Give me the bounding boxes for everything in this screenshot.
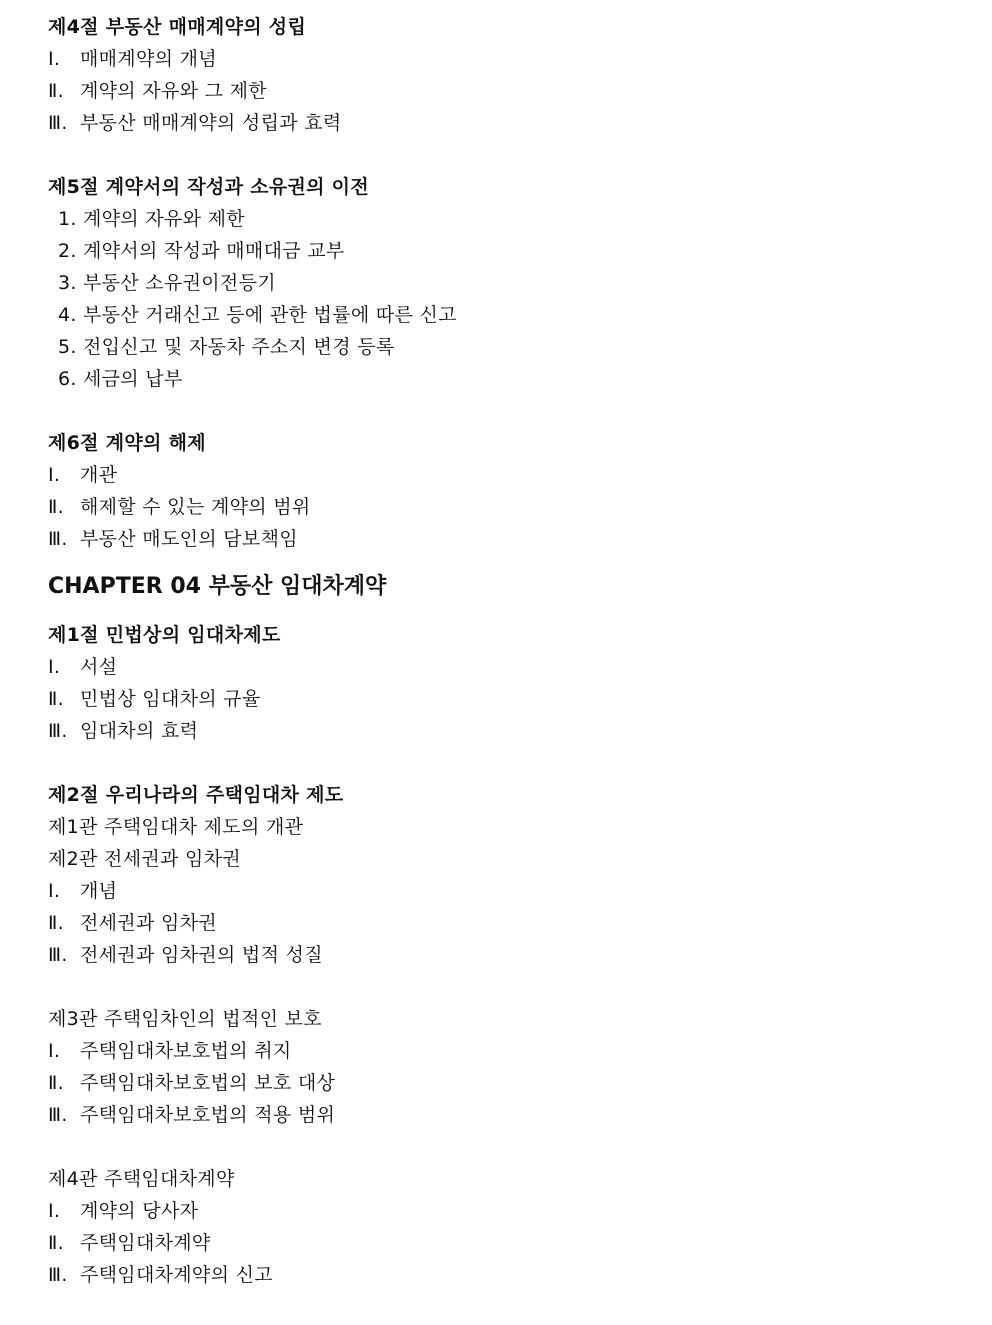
spacer [48, 971, 992, 1003]
item-marker: Ⅰ. [48, 1040, 61, 1062]
toc-item [48, 715, 992, 747]
item-text: 계약의 당사자 [80, 1200, 199, 1222]
toc-item [48, 203, 992, 235]
item-marker: 1. [58, 208, 77, 230]
toc-item [48, 939, 992, 971]
subsection-heading: 제1관 주택임대차 제도의 개관 [48, 816, 304, 838]
toc-item [48, 267, 992, 299]
item-marker: Ⅰ. [48, 464, 61, 486]
item-text: 민법상 임대차의 규율 [80, 688, 261, 710]
item-marker: Ⅱ. [48, 496, 64, 518]
item-marker: 6. [58, 368, 77, 390]
subsection-heading: 제3관 주택임차인의 법적인 보호 [48, 1008, 322, 1030]
item-marker: 5. [58, 336, 77, 358]
toc-item [48, 1259, 992, 1291]
toc-item [48, 299, 992, 331]
spacer [48, 1131, 992, 1163]
toc-item [48, 651, 992, 683]
toc-item [48, 107, 992, 139]
item-marker: 2. [58, 240, 77, 262]
toc-item [48, 331, 992, 363]
toc-item [48, 1195, 992, 1227]
chapter-section-1-heading: 제1절 민법상의 임대차제도 [48, 624, 281, 646]
toc-item [48, 75, 992, 107]
item-text: 주택임대차계약의 신고 [80, 1264, 273, 1286]
item-text: 세금의 납부 [83, 368, 183, 390]
toc-item [48, 459, 992, 491]
item-marker: Ⅰ. [48, 656, 61, 678]
item-text: 서설 [80, 656, 118, 678]
item-text: 부동산 소유권이전등기 [83, 272, 276, 294]
toc-item [48, 1067, 992, 1099]
toc-item [48, 1099, 992, 1131]
item-marker: Ⅱ. [48, 688, 64, 710]
item-text: 해제할 수 있는 계약의 범위 [80, 496, 311, 518]
item-marker: 3. [58, 272, 77, 294]
toc-item [48, 363, 992, 395]
item-text: 임대차의 효력 [80, 720, 199, 742]
spacer [48, 139, 992, 171]
item-text: 전세권과 임차권 [80, 912, 217, 934]
item-text: 주택임대차보호법의 취지 [80, 1040, 292, 1062]
toc-item [48, 907, 992, 939]
subsection-heading: 제2관 전세권과 임차권 [48, 848, 241, 870]
item-text: 주택임대차보호법의 보호 대상 [80, 1072, 336, 1094]
item-text: 계약의 자유와 제한 [83, 208, 245, 230]
item-marker: Ⅱ. [48, 1072, 64, 1094]
toc-item [48, 43, 992, 75]
toc-item [48, 875, 992, 907]
item-marker: Ⅲ. [48, 944, 68, 966]
item-text: 부동산 매매계약의 성립과 효력 [80, 112, 342, 134]
section-6-heading: 제6절 계약의 해제 [48, 432, 206, 454]
item-marker: Ⅲ. [48, 528, 68, 550]
toc-item [48, 235, 992, 267]
toc-item [48, 1227, 992, 1259]
toc-item [48, 683, 992, 715]
item-text: 개념 [80, 880, 118, 902]
chapter-section-2-heading: 제2절 우리나라의 주택임대차 제도 [48, 784, 344, 806]
spacer [48, 395, 992, 427]
item-text: 전세권과 임차권의 법적 성질 [80, 944, 323, 966]
item-marker: Ⅱ. [48, 80, 64, 102]
item-text: 계약의 자유와 그 제한 [80, 80, 267, 102]
item-marker: Ⅰ. [48, 48, 61, 70]
item-marker: Ⅲ. [48, 1264, 68, 1286]
item-text: 매매계약의 개념 [80, 48, 217, 70]
item-marker: Ⅰ. [48, 880, 61, 902]
chapter-title: CHAPTER 04 부동산 임대차계약 [48, 574, 387, 599]
item-text: 전입신고 및 자동차 주소지 변경 등록 [83, 336, 395, 358]
item-text: 개관 [80, 464, 118, 486]
spacer [48, 747, 992, 779]
toc-item [48, 523, 992, 555]
item-marker: Ⅲ. [48, 720, 68, 742]
item-marker: Ⅱ. [48, 1232, 64, 1254]
section-4-heading: 제4절 부동산 매매계약의 성립 [48, 16, 307, 38]
item-marker: Ⅱ. [48, 912, 64, 934]
item-text: 주택임대차계약 [80, 1232, 211, 1254]
section-5-heading: 제5절 계약서의 작성과 소유권의 이전 [48, 176, 369, 198]
item-marker: Ⅰ. [48, 1200, 61, 1222]
item-marker: 4. [58, 304, 77, 326]
item-text: 부동산 매도인의 담보책임 [80, 528, 298, 550]
item-marker: Ⅲ. [48, 112, 68, 134]
item-text: 계약서의 작성과 매매대금 교부 [83, 240, 345, 262]
item-marker: Ⅲ. [48, 1104, 68, 1126]
toc-item [48, 491, 992, 523]
subsection-heading: 제4관 주택임대차계약 [48, 1168, 235, 1190]
toc-item [48, 1035, 992, 1067]
item-text: 부동산 거래신고 등에 관한 법률에 따른 신고 [83, 304, 457, 326]
item-text: 주택임대차보호법의 적용 범위 [80, 1104, 336, 1126]
